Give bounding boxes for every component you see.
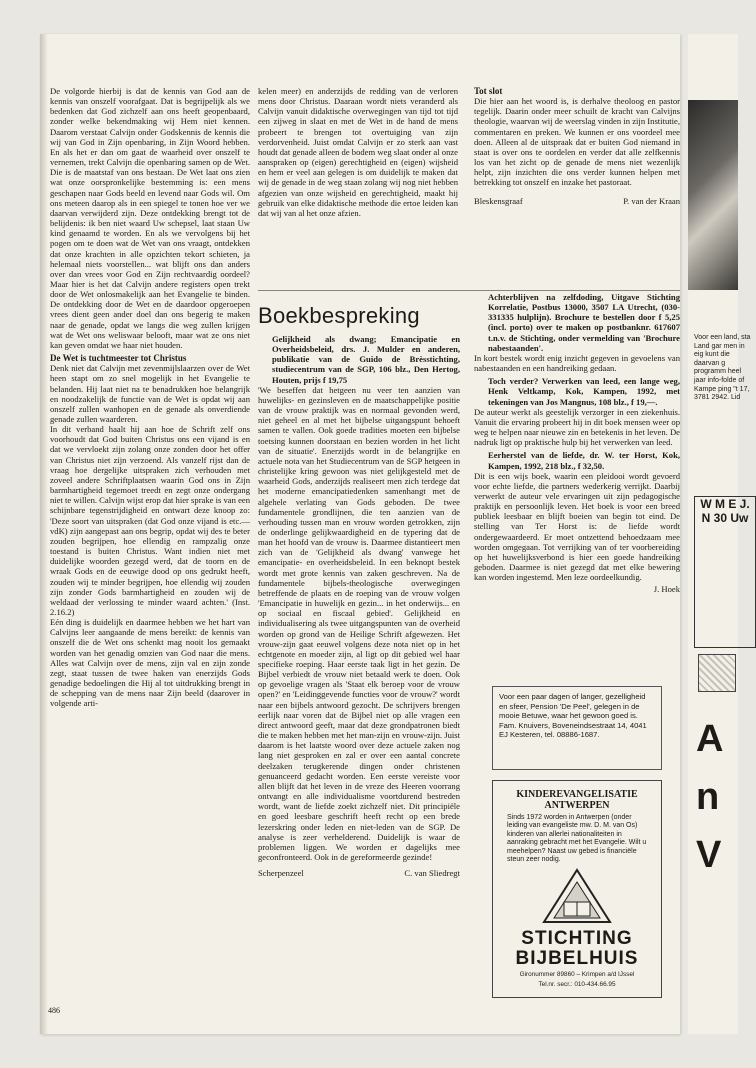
adjacent-page-photo — [688, 100, 738, 290]
review-text: De auteur werkt als geestelijk verzorger in een ziekenhuis. Vanuit die ervaring probeert hij in dit boek mensen weer op weg te helpen naar nieuwe zin en betekenis in het leven. De nadruk ligt op praktische hulp bij het verwerken van leed. — [474, 406, 680, 448]
book-citation: Eerherstel van de liefde, dr. W. ter Horst, Kok, Kampen, 1992, 218 blz., f 32,50. — [488, 450, 680, 471]
article-paragraph: kelen meer) en anderzijds de redding van de verloren mens door Christus. Daaraan wordt niets veranderd als Calvijn vanuit didaktische overwegingen van tijd tot tijd een zijweg in slaat en met de Wet in de hand de mens probeert te brengen tot overtuiging van zijn verdorvenheid. Juist omdat Calvijn er zo sterk aan vast houdt dat genade alleen de bodem weg slaat onder al onze aanspraken op (eigen) gerechtigheid en (eigen) wijsheid en hem er veel aan gelegen is om duidelijk te maken dat wij de genade in de weg staan zolang wij nog niet hebben afgezien van onze wijsheid en gerechtigheid, maakt hij gebruik van elke didaktische methode die ertoe leiden kan dat wij van al het onze afzien. — [258, 86, 458, 218]
ad-giro: Gironummer 89860 – Krimpen a/d IJssel — [519, 971, 635, 979]
review-text: Dit is een wijs boek, waarin een pleidooi wordt gevoerd voor echte liefde, die partners wederkerig verrijkt. Daarbij verwerkt de auteur vele ervaringen uit zijn pedagogische praktijk en persoonlijk leven. Het boek is voor een breed publiek leesbaar en blijft boeien van begin tot eind. De stelling van Ter Horst is: de liefde wordt ondergewaardeerd. Er moet ontzettend behoedzaam mee worden omgegaan. Tot verrijking van of ter voorbereiding op het huwelijksverbond is hier een goede handreiking geboden. Daarmee is niet gezegd dat met elke bewering kan worden ingestemd. Men leze oordeelkundig. — [474, 470, 680, 583]
section-divider — [258, 290, 680, 291]
article-paragraph: Die hier aan het woord is, is derhalve theoloog en pastor tegelijk. Daarin onder meer schuilt de kracht van Calvijns theologie, waarvan wij de weerslag vinden in zijn Institutie, commentaren en preken. We kunnen er ons voordeel mee doen. Alleen al de uitspraak dat er buiten God niemand in staat is over ons te oordelen en verder dat alle zelfkennis los van het zicht op de genade de mens niet wezenlijk helpt, zijn inzichten die ons verder kunnen helpen met betrekking tot onszelf en inzake het pastoraat. — [474, 96, 680, 188]
article-column-1 — [50, 86, 250, 998]
pension-advertisement: Voor een paar dagen of langer, gezelligheid en sfeer, Pension 'De Peel', gelegen in de mooie Betuwe, waar het gewoon goed is. Fam. Knuivers, Boveneindsestraat 14, 4041 EJ Kesteren, tel. 08886-1687. — [492, 686, 662, 770]
ad-telephone: Tel.nr. secr.: 010-434.66.95 — [538, 981, 616, 989]
article-column-3 — [474, 86, 680, 272]
adjacent-page-large-letters: A n V — [696, 718, 723, 876]
review-text: 'We beseffen dat hetgeen nu veer ten aanzien van huwelijks- en gezinsleven en de maatschappelijke positie van de vrouw praktijk was en normaal gevonden werd, niet geheel en al met het bijbelse uitgangspunt behoeft samen te vallen. Ook goede tradities moeten een bijbelse toetsing kunnen doorstaan en bezien worden in het licht van de situatie'. Enerzijds wordt in de belangrijke en actuele nota van het Studiecentrum van de SGP hetgeen in christelijke kring gewoon was niet gelijkgesteld met de waarheid Gods, anderzijds realiseert men zich terdege dat het moderne emancipatiedenken samenhangt met de algehele verlating van Gods geboden. De twee fundamentele grondlijnen, die ten aanzien van de verhouding tussen man en vrouw worden getrokken, zijn de onderlinge gelijkwaardigheid en de typering dat de man het hoofd van de vrouw is. Daarmee distantieert men zich van de 'Gelijkheid als dwang' vanwege het emancipatie- en overheidsbeleid. In een beknopt bestek wordt met grote kennis van zaken geschreven. Na de fundamentele bijbels-theologische overwegingen betreffende de plaats en de roeping van de vrouw volgen 'Emancipatie in huwelijk en gezin... in het onderwijs... en op sociaal en fiscaal gebied'. Gelijkheid en individualisering als twee uitgangspunten van de overheid worden op grond van de Heilige Schrift afgewezen. Het vrouw-zijn gaat eeuwel volgens deze nota niet op in het echtgenote en moeder zijn, al ligt op dit gebied wel haar specifieke roeping. Haar eerste taak ligt in het gezin. De Bijbel verbiedt de vrouw niet betaald werk te doen. Ook op gevoelige vragen als 'Staat elk beroep voor de vrouw open?' en 'Leidinggevende functies voor de vrouw?' wordt naar een bijbels antwoord gezocht. De schrijvers brengen eerlijk naar voren dat de Bijbel niet op alle vragen een direct antwoord geeft, maar dat deze grondpatronen biedt die te maken hebben met het man-zijn en vrouw-zijn. Juist daarom is het laatste woord over deze actuele zaken nog lang niet gesproken en zal er over een aantal concrete deelzaken terugkerende dingen onder christenen genuanceerd gedacht worden. Een eerste vereiste voor allen blijft dat het leven in de vreze des Heeren voorrang ontvangt en alle individualisme voortdurend bestreden wordt, want de liefde zoekt zichzelf niet. Dit principiële en goed leesbare geschrift heeft recht op een brede lezerskring onder leden en niet-leden van de SGP. De analyse is zeer verhelderend. Duidelijk is waar de problemen liggen. We worden er dagelijks mee geconfronteerd. Ook in de gereformeerde gezinde! — [258, 384, 460, 862]
section-heading: De Wet is tuchtmeester tot Christus — [50, 353, 187, 364]
page-number: 486 — [48, 1006, 60, 1015]
ad-name-line-1: STICHTING — [521, 928, 633, 950]
ad-body: Sinds 1972 worden in Antwerpen (onder leiding van evangeliste mw. D. M. van Os) kinderen van allerlei nationaliteiten in aanraking gebracht met het Evangelie. Wilt u meehelpen? Naast uw gebed is financiële steun zeer nodig. — [507, 814, 647, 864]
signature-place: Bleskensgraaf — [474, 195, 523, 206]
section-heading: Tot slot — [474, 86, 503, 96]
signature-name: C. van Sliedregt — [404, 868, 460, 879]
adjacent-page-box: W M E J. N 30 Uw — [694, 496, 756, 648]
review-signature — [258, 868, 460, 878]
ad-title: KINDEREVANGELISATIE ANTWERPEN — [516, 789, 638, 811]
review-heading: Boekbespreking — [258, 303, 420, 328]
adjacent-page-fragment — [688, 34, 751, 1034]
signature-name: P. van der Kraan — [623, 195, 680, 206]
page-gutter-shadow — [40, 34, 48, 1034]
review-signature: J. Hoek — [653, 584, 680, 595]
book-citation: Gelijkheid als dwang; Emancipatie en Overheidsbeleid, drs. J. Mulder en anderen, publikatie van de Guido de Brèsstichting, studiecentrum van de SGP, 106 blz., Den Hertog, Houten, prijs f 19,75 — [272, 334, 460, 385]
stichting-advertisement — [492, 780, 662, 998]
author-signature — [474, 196, 680, 206]
ad-name-line-2: BIJBELHUIS — [515, 948, 639, 970]
review-column-2 — [474, 292, 680, 670]
book-citation: Toch verder? Verwerken van leed, een lange weg, Henk Veltkamp, Kok, Kampen, 1992, met tekeningen van Jos Mangnus, 108 blz., f 19,—. — [488, 376, 680, 407]
article-paragraph: In dit verband haalt hij aan hoe de Schrift zelf ons voorhoudt dat God buiten Christus ons een vijand is en dat we vervloekt zijn zolang onze zonden door het offer van Christus niet zijn verzoend. Als vanzelf rijst dan de vraag hoe dergelijke uitspraken zich verhouden met zoveel andere Schriftplaatsen waarin God ons in Zijn barmhartigheid tegemoet treedt en zegt onze ondergang niet te willen. Calvijn wijst erop dat hier sprake is van een schijnbare tegenstrijdigheid en ontwart deze knoop zo: 'Deze soort van uitspraken (dat God onze vijand is etc.— vdK) zijn aangepast aan ons begrip, opdat wij des te beter zouden begrijpen, hoe ellendig en rampzalig onze toestand is buiten Christus. Want indien niet met duidelijke woorden gezegd werd, dat de toorn en de wraak Gods en de eeuwige dood op ons gedrukt heeft, zouden wij te minder begrijpen, hoe ellendig wij zouden zijn zonder Gods barmhartigheid en zouden wij de weldaad der verlossing te minder waard achten.' (Inst. 2.16.2) — [50, 424, 250, 617]
adjacent-page-text: Voor een land, sta Land gar men in eig kunt die daarvan g programm heel jaar info-folde of Kampe ping "t 17, 3781 2942. Lid — [694, 334, 751, 402]
adjacent-page-illustration — [698, 654, 736, 692]
signature-place: Scherpenzeel — [258, 868, 304, 879]
article-paragraph: De volgorde hierbij is dat de kennis van God aan de kennis van onszelf voorafgaat. Dat is begrijpelijk als we bedenken dat God zichzelf aan ons heeft geopenbaard, zonder welke bekendmaking wij Hem niet kennen. Daarom verstaat Calvijn onder Godskennis de kennis die wij van God in Zijn openbaring, in Zijn Woord hebben. En als het er dan om gaat de waarheid over onszelf te vernemen, trekt Calvijn die openbaring samen op de Wet. Die is de maatstaf van ons bestaan. De Wet laat ons zien wat onze oorspronkelijke bestemming is: een mens geschapen naar Gods beeld en levend naar Gods wil. Om ons meteen daarop als in een spiegel te tonen hoe ver we daarvan verwijderd zijn. Deze ontdekking brengt tot de belijdenis: ik ben niet waard Uw schepsel, laat staan Uw kind genaamd te worden. En als we vervolgens bij het pogen om te doen wat de Wet van ons vraagt, ontdekken dat onze krachten in alle opzichten tekort schieten, ja helemaal niets voorstellen... wat blijft ons dan anders over dan vrees voor God en Zijn rechtvaardig oordeel? Maar hier is het dat Calvijn andere registers open trekt door de Wet onlosmakelijk aan het Evangelie te binden. De ontdekking door de Wet en de daardoor opgeroepen vrees dient geen ander doel dan ons begerig te maken naar de genade, opdat we langs die weg zullen krijgen wat de Wet ons weliswaar belooft, maar wat ze ons niet kan geven omdat we haar niet houden. — [50, 86, 250, 350]
review-text: In kort bestek wordt enig inzicht gegeven in gevoelens van nabestaanden en een handreiking gedaan. — [474, 352, 680, 374]
article-column-2 — [258, 86, 458, 282]
triangle-logo-icon — [542, 868, 612, 924]
review-column-1 — [258, 334, 460, 1002]
book-citation: Achterblijven na zelfdoding, Uitgave Stichting Korrelatie, Postbus 13000, 3507 LA Utrecht, (030-331335 hulplijn). Brochure te bestellen door f 5,25 (incl. porto) over te maken op postbanknr. 617607 t.n.v. de Stichting, onder vermelding van 'Brochure nabestaanden'. — [488, 292, 680, 353]
article-paragraph: Eén ding is duidelijk en daarmee hebben we het hart van Calvijns leer aangaande de mens bereikt: de kennis van onszelf die de Wet ons schenkt mag nooit los gemaakt worden van het genadig omzien van God naar die mens. Alles wat Calvijn over de mens, zijn val en zijn zonde zegt, staat tussen de twee haken van enerzijds Gods genadige bedoelingen die Hij al tot uitdrukking brengt in de schepping van de mens naar Zijn beeld (daarover in volgende arti- — [50, 617, 250, 709]
article-paragraph: Denk niet dat Calvijn met zevenmijlslaarzen over de Wet heen stapt om zo snel mogelijk in het Evangelie te belanden. Hij laat niet na te benadrukken hoe belangrijk en noodzakelijk de functie van de Wet is opdat wij aan onszelf zullen wanhopen en de genade als onverdiende genade zullen waarderen. — [50, 363, 250, 424]
